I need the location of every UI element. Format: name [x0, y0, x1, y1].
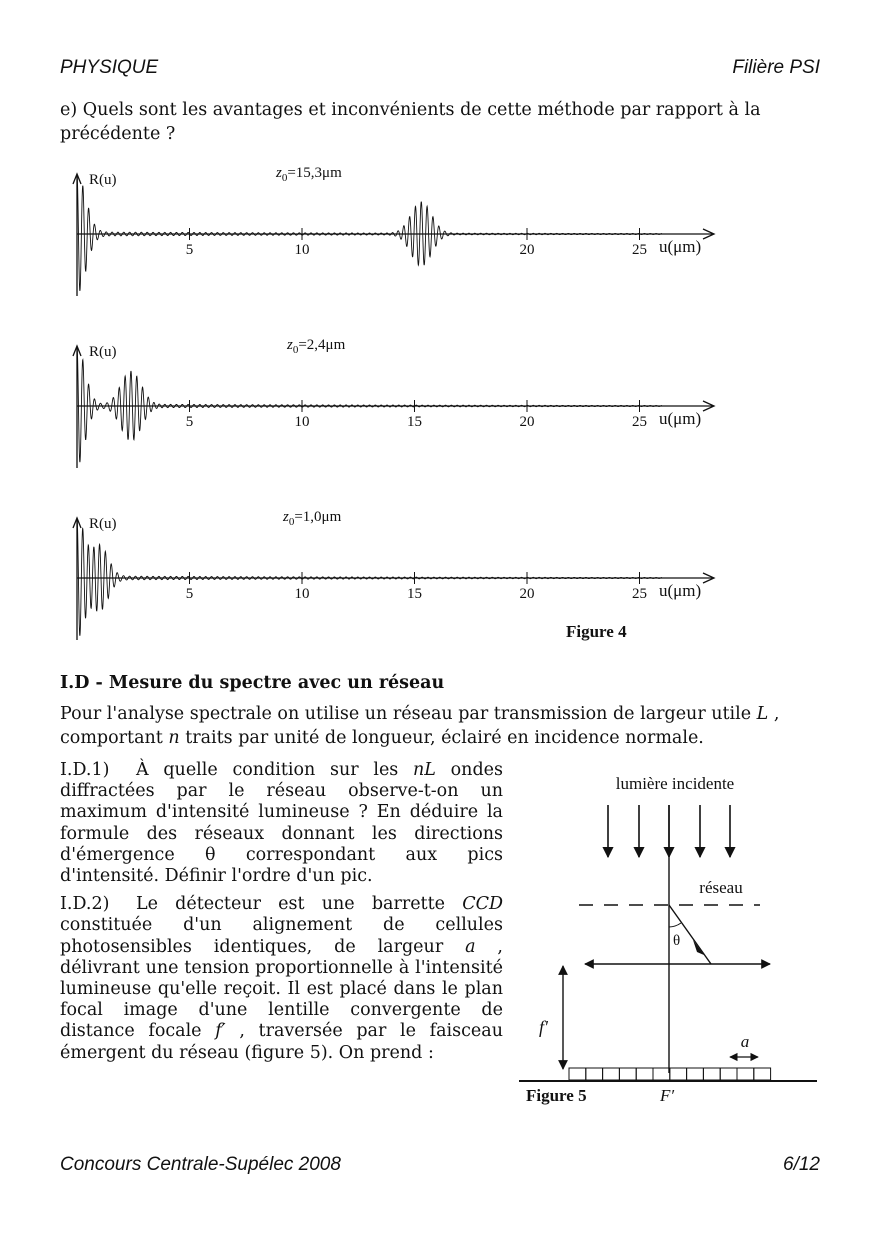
footer-contest: Concours Centrale-Supélec 2008: [60, 1154, 341, 1175]
tick-label-3-25: 25: [632, 586, 647, 602]
incident-light-label: lumière incidente: [615, 774, 735, 793]
ccd-cell: [636, 1068, 653, 1080]
section-title: I.D - Mesure du spectre avec un réseau: [60, 673, 445, 693]
q2-var-ccd: CCD: [462, 894, 503, 915]
q1-var-nL: nL: [413, 760, 436, 780]
y-axis-label-2: R(u): [89, 344, 117, 360]
header-subject: PHYSIQUE: [60, 57, 159, 78]
figure-5-diagram: [515, 765, 825, 1115]
intro-text-1: Pour l'analyse spectrale on utilise un réseau par transmission de largeur utile: [60, 704, 757, 724]
q2-label: I.D.2): [60, 894, 110, 915]
q2-text-2: constituée d'un alignement de cellules photosensibles identiques, de largeur: [60, 915, 503, 957]
grating-label: réseau: [699, 878, 743, 897]
diffracted-arrow-head: [693, 940, 704, 955]
q2-var-a: a: [465, 936, 476, 957]
q1-text-2: ondes diffractées par le réseau observe-t-on un maximum d'intensité lumineuse ? En déduire la formule des réseaux donnant les directions d'émergence θ correspondant aux pics d'intensité. Définir l'ordre d'un pic.: [60, 760, 503, 887]
y-axis-label-3: R(u): [89, 516, 117, 532]
tick-label-2-5: 5: [185, 414, 194, 430]
ccd-cell: [653, 1068, 670, 1080]
tick-label-2-25: 25: [632, 414, 647, 430]
tick-label-3-20: 20: [519, 586, 535, 602]
focal-length-label: f': [539, 1017, 548, 1037]
cell-width-label: a: [740, 1032, 750, 1051]
ccd-cell: [670, 1068, 687, 1080]
q2-text-1: Le détecteur est une barrette: [136, 894, 463, 915]
tick-label-1-25: 25: [632, 242, 647, 258]
ccd-cell: [603, 1068, 620, 1080]
signal-curve-2: [77, 346, 662, 462]
q1-label: I.D.1): [60, 760, 110, 780]
z0-annotation-1: $z_0=15,3\mu m$: [276, 165, 342, 184]
intro-var-n: n: [168, 728, 180, 748]
theta-label: θ: [673, 933, 681, 949]
ccd-cell: [754, 1068, 771, 1080]
ccd-array: [569, 1068, 771, 1080]
tick-label-3-10: 10: [294, 586, 310, 602]
tick-label-2-10: 10: [294, 414, 310, 430]
q2-var-f: f′: [215, 1021, 226, 1042]
x-axis-label-2: u(μm): [659, 409, 702, 428]
z0-annotation-2: $z_0=2,4\mu m$: [287, 337, 346, 356]
ccd-cell: [720, 1068, 737, 1080]
focus-label: F′: [659, 1086, 675, 1105]
question-ID2: [60, 894, 503, 1064]
tick-label-1-5: 5: [185, 242, 194, 258]
z0-annotation-3: $z_0=1,0\mu m$: [283, 509, 342, 528]
tick-label-3-15: 15: [407, 586, 422, 602]
ccd-cell: [586, 1068, 603, 1080]
figure-4-charts: [0, 160, 875, 640]
intro-text-2: , comportant: [60, 704, 780, 748]
intro-paragraph: [60, 702, 817, 750]
questions-column: [60, 760, 503, 1071]
x-axis-label-3: u(μm): [659, 581, 702, 600]
intro-text-3: traits par unité de longueur, éclairé en incidence normale.: [179, 728, 704, 748]
q2-text-3: , délivrant une tension proportionnelle à l'intensité lumineuse qu'elle reçoit. Il est placé dans le plan focal image d'une lentille convergente de distance focale: [60, 936, 503, 1042]
tick-label-3-5: 5: [185, 586, 194, 602]
header-track: Filière PSI: [732, 57, 820, 78]
intro-var-L: L: [756, 704, 769, 724]
y-axis-label-1: R(u): [89, 172, 117, 188]
ccd-cell: [619, 1068, 636, 1080]
tick-label-1-20: 20: [519, 242, 535, 258]
ccd-cell: [737, 1068, 754, 1080]
signal-curve-1: [77, 174, 662, 291]
footer-page-number: 6/12: [783, 1154, 820, 1175]
ccd-cell: [703, 1068, 720, 1080]
tick-label-2-20: 20: [519, 414, 535, 430]
ccd-cell: [569, 1068, 586, 1080]
signal-curve-3: [77, 517, 662, 635]
tick-label-2-15: 15: [407, 414, 422, 430]
question-e: e) Quels sont les avantages et inconvénients de cette méthode par rapport à la précédente ?: [60, 100, 761, 144]
x-axis-label-1: u(μm): [659, 237, 702, 256]
tick-label-1-10: 10: [294, 242, 310, 258]
q2-text-4: , traversée par le faisceau émergent du réseau (figure 5). On prend :: [60, 1021, 503, 1063]
figure-4-caption: Figure 4: [566, 622, 627, 641]
figure-5-caption: Figure 5: [526, 1086, 587, 1105]
ccd-cell: [687, 1068, 704, 1080]
q1-text-1: À quelle condition sur les: [136, 760, 414, 780]
question-ID1: [60, 760, 503, 887]
